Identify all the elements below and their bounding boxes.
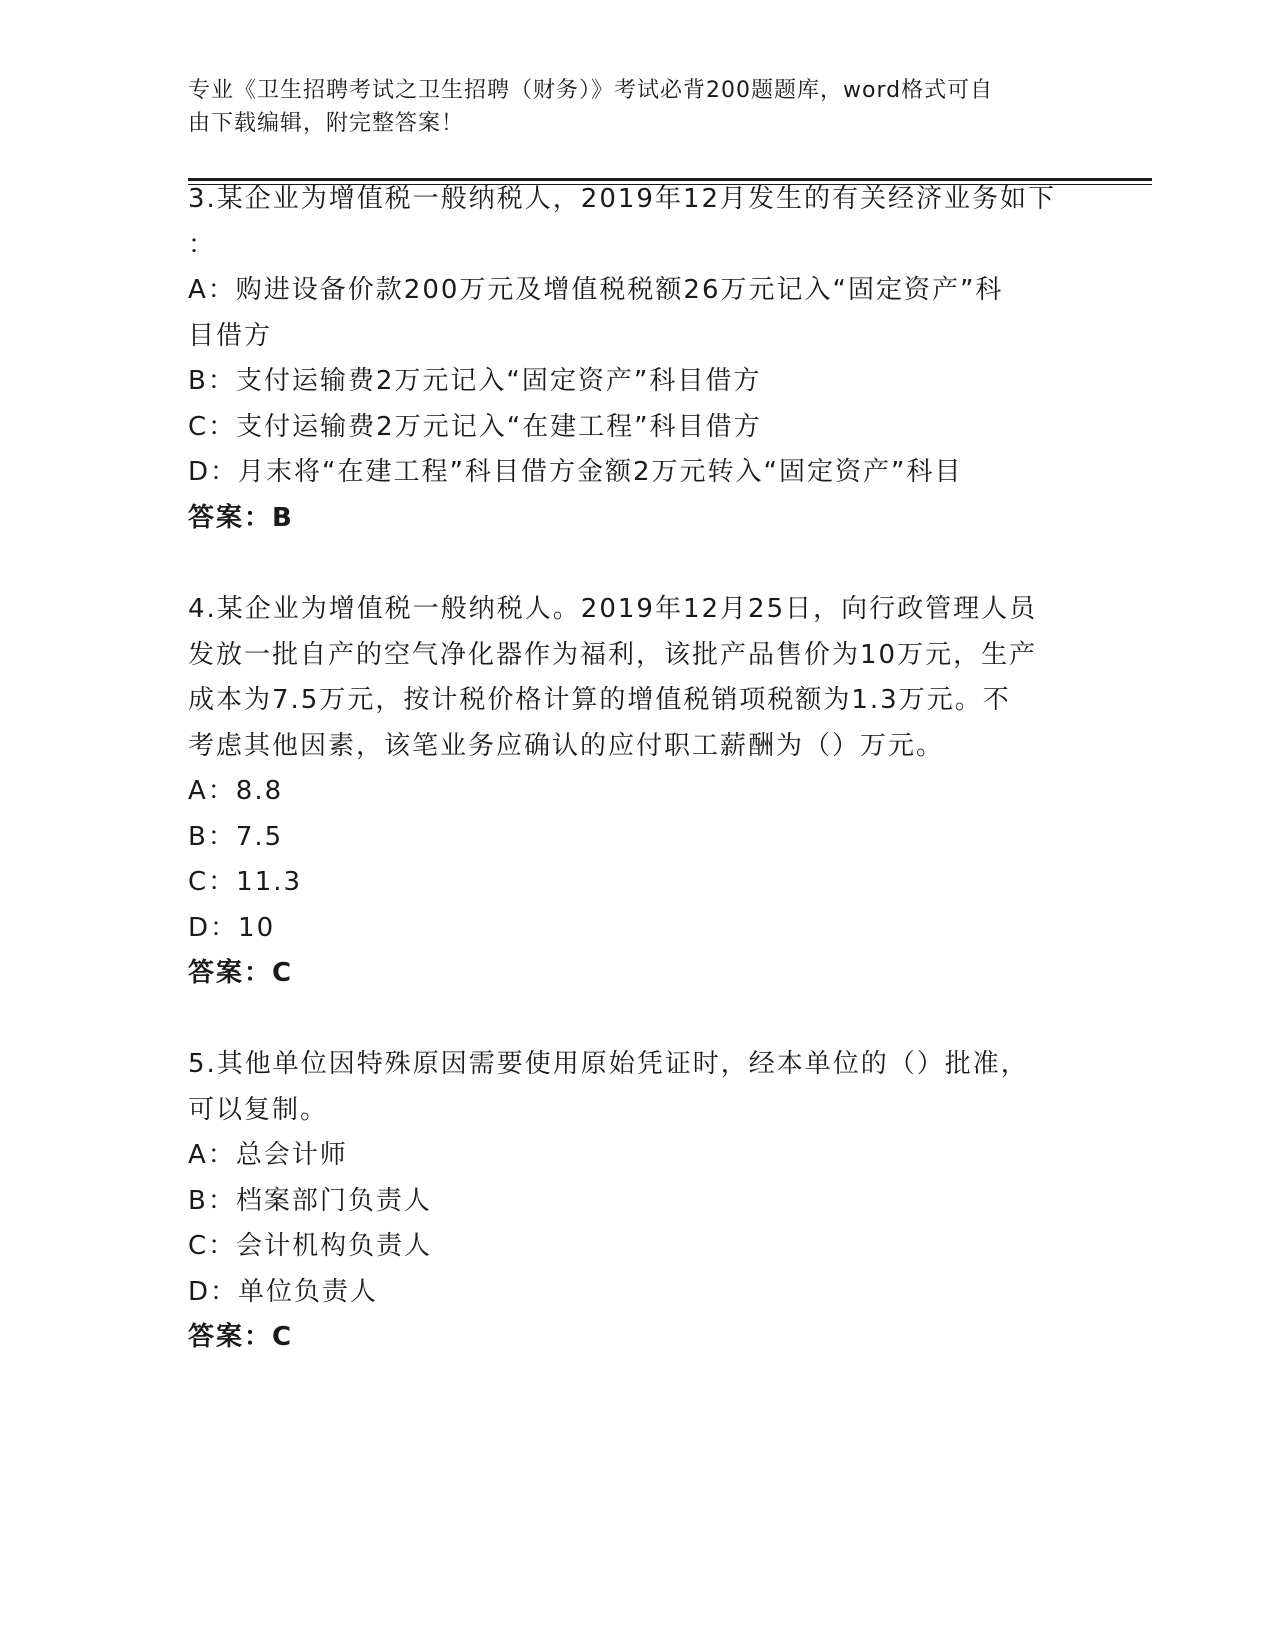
option-c: C：会计机构负责人 [188,1231,433,1261]
option-a: A：8.8 [188,776,284,806]
answer-label: 答案：C [188,1322,294,1352]
question-stem-line: 考虑其他因素，该笔业务应确认的应付职工薪酬为（）万元。 [188,730,945,761]
header-line-1: 专业《卫生招聘考试之卫生招聘（财务）》考试必背200题题库，word格式可自 [188,78,994,103]
answer-label: 答案：C [188,958,294,988]
question-stem-line: 4.某企业为增值税一般纳税人。2019年12月25日，向行政管理人员 [188,594,1038,624]
document-header [188,74,1068,140]
answer-label: 答案：B [188,502,294,533]
question-5 [188,1042,1088,1361]
option-b: B：7.5 [188,821,284,852]
option-a-continued: 目借方 [188,320,273,351]
question-stem-line: 3.某企业为增值税一般纳税人，2019年12月发生的有关经济业务如下 [188,184,1057,214]
option-b: B：支付运输费2万元记入“固定资产”科目借方 [188,366,762,396]
header-line-2: 由下载编辑，附完整答案！ [188,111,465,136]
question-stem-line: 成本为7.5万元，按计税价格计算的增值税销项税额为1.3万元。不 [188,685,1011,715]
option-d: D：单位负责人 [188,1276,379,1307]
option-b: B：档案部门负责人 [188,1185,432,1216]
option-d: D：10 [188,912,276,943]
question-stem-line: 可以复制。 [188,1094,329,1125]
option-c: C：11.3 [188,867,303,897]
question-4 [188,587,1088,997]
question-stem-line: ： [188,229,217,260]
option-a: A：总会计师 [188,1140,348,1170]
question-stem-line: 发放一批自产的空气净化器作为福利，该批产品售价为10万元，生产 [188,639,1038,670]
question-3 [188,177,1088,541]
option-d: D：月末将“在建工程”科目借方金额2万元转入“固定资产”科目 [188,457,963,487]
option-c: C：支付运输费2万元记入“在建工程”科目借方 [188,411,762,442]
option-a: A：购进设备价款200万元及增值税税额26万元记入“固定资产”科 [188,275,1004,305]
question-stem-line: 5.其他单位因特殊原因需要使用原始凭证时，经本单位的（）批准， [188,1049,1029,1079]
